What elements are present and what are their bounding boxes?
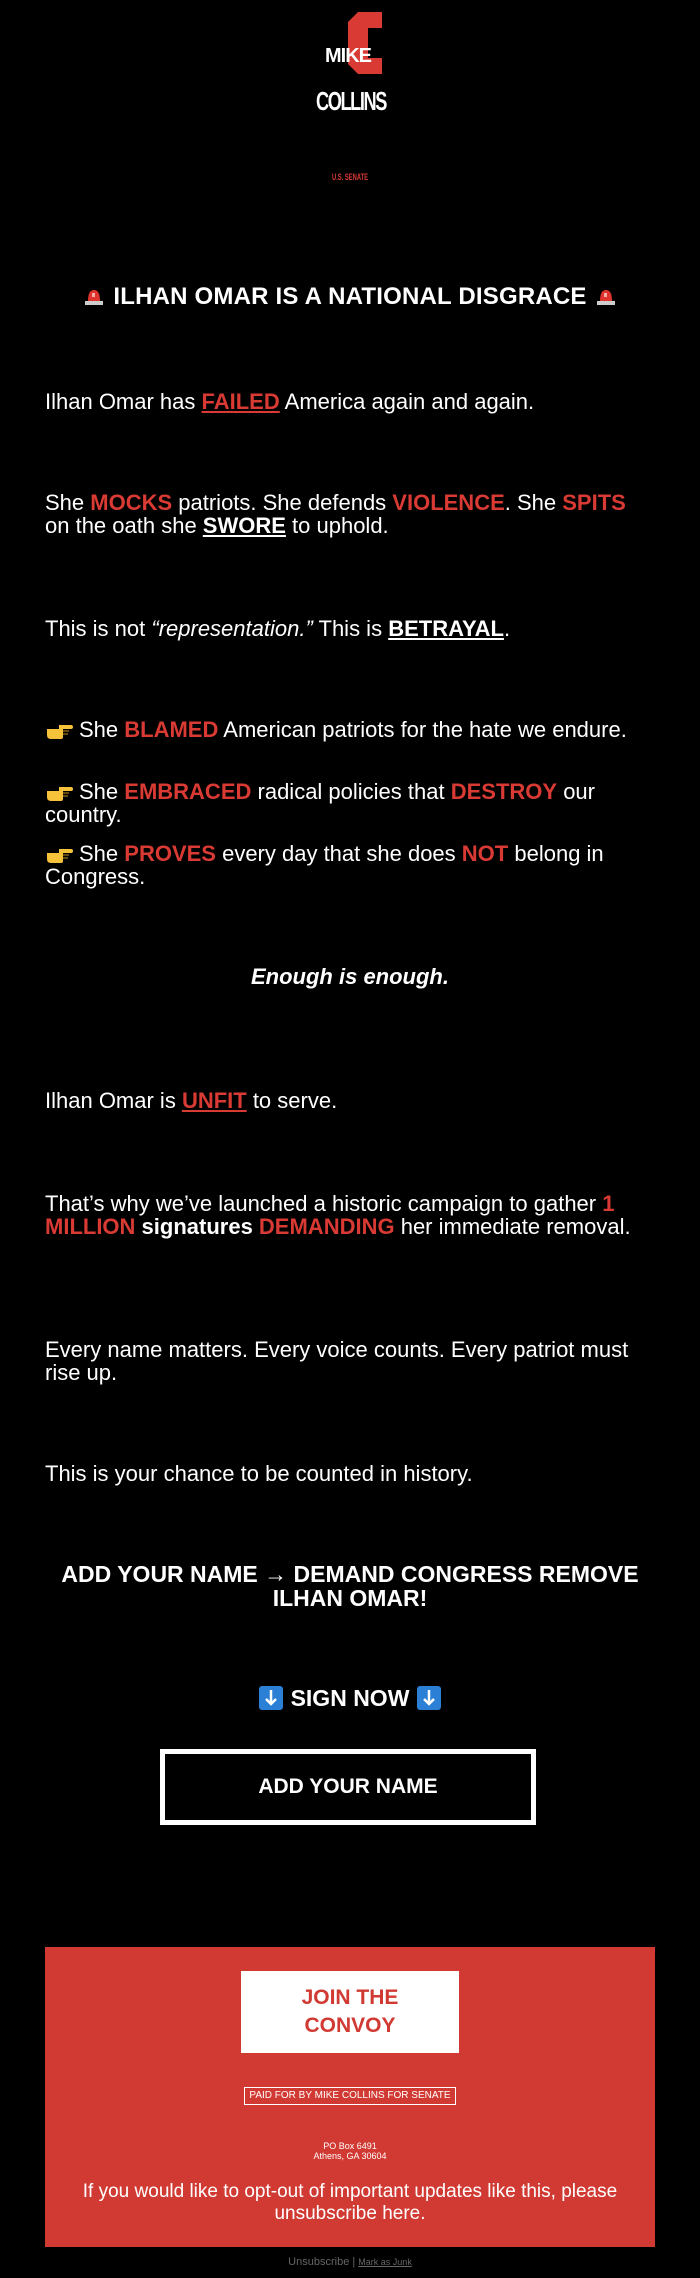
paragraph-campaign: That’s why we’ve launched a historic campaign to gather 1 MILLION signatures DEMANDING her immediate removal. xyxy=(45,1191,631,1239)
quote-representation: “representation.” xyxy=(151,616,313,641)
unsubscribe-link[interactable]: Unsubscribe xyxy=(288,2256,350,2268)
pointing-hand-icon xyxy=(45,720,73,738)
address-line2: Athens, GA 30604 xyxy=(313,2151,387,2161)
down-arrow-icon xyxy=(417,1686,441,1710)
paragraph-unfit: Ilhan Omar is UNFIT to serve. xyxy=(45,1088,338,1113)
footer-panel xyxy=(45,1947,655,2247)
emphasis-proves: PROVES xyxy=(124,841,216,866)
emphasis-swore: SWORE xyxy=(202,513,286,538)
down-arrow-icon xyxy=(259,1686,283,1710)
siren-icon xyxy=(595,284,617,302)
emphasis-betrayal: BETRAYAL xyxy=(388,616,504,641)
paragraph-mocks: She MOCKS patriots. She defends VIOLENCE. She SPITS on the oath she SWORE to uphold. xyxy=(45,490,626,538)
emphasis-violence: VIOLENCE xyxy=(392,490,505,515)
paragraph-betrayal: This is not “representation.” This is BETRAYAL. xyxy=(45,616,511,641)
link-separator: | xyxy=(352,2256,356,2268)
emphasis-blamed: BLAMED xyxy=(124,717,219,742)
campaign-logo xyxy=(310,10,390,190)
siren-icon xyxy=(83,284,105,302)
sign-now-label: SIGN NOW xyxy=(0,1685,700,1712)
pointing-hand-icon xyxy=(45,844,73,862)
paragraph-failed: Ilhan Omar has FAILED America again and again. xyxy=(45,389,535,414)
emphasis-mocks: MOCKS xyxy=(90,490,173,515)
address-line1: PO Box 6491 xyxy=(323,2141,377,2151)
join-line2: CONVOY xyxy=(304,2014,396,2037)
list-item: She PROVES every day that she does NOT belong in Congress. xyxy=(45,841,604,889)
logo-subtitle: U.S. SENATE xyxy=(332,172,368,182)
paragraph-every-name: Every name matters. Every voice counts. Every patriot must rise up. xyxy=(45,1337,629,1385)
add-your-name-label: ADD YOUR NAME xyxy=(258,1775,438,1798)
emphasis-demanding: DEMANDING xyxy=(258,1214,395,1239)
paragraph-history: This is your chance to be counted in history. xyxy=(45,1461,473,1486)
join-the-convoy-button[interactable] xyxy=(241,1971,459,2053)
enough-statement: Enough is enough. xyxy=(251,964,449,989)
logo-line2: COLLINS xyxy=(316,86,388,116)
optout-link[interactable]: If you would like to opt-out of important updates like this, please unsubscribe here. xyxy=(82,2181,618,2224)
logo-line1: MIKE xyxy=(325,45,371,67)
pointing-hand-icon xyxy=(45,782,73,800)
paid-for-disclaimer: PAID FOR BY MIKE COLLINS FOR SENATE xyxy=(244,2087,456,2105)
emphasis-unfit: UNFIT xyxy=(181,1088,247,1113)
bottom-links xyxy=(0,2256,700,2268)
emphasis-spits: SPITS xyxy=(562,490,626,515)
add-your-name-button[interactable] xyxy=(160,1749,536,1825)
cta-heading: ADD YOUR NAME → DEMAND CONGRESS REMOVE ILHAN OMAR! xyxy=(61,1561,639,1611)
headline-text: ILHAN OMAR IS A NATIONAL DISGRACE xyxy=(113,283,587,310)
emphasis-not: NOT xyxy=(461,841,509,866)
join-line1: JOIN THE xyxy=(301,1986,399,2009)
list-item: She EMBRACED radical policies that DESTROY our country. xyxy=(45,779,595,827)
emphasis-failed: FAILED xyxy=(201,389,280,414)
emphasis-destroy: DESTROY xyxy=(450,779,558,804)
headline xyxy=(0,283,700,311)
emphasis-1-million: 1 MILLION xyxy=(45,1191,615,1239)
emphasis-embraced: EMBRACED xyxy=(124,779,252,804)
list-item: She BLAMED American patriots for the hate we endure. xyxy=(45,718,655,741)
mark-as-junk-link[interactable]: Mark as Junk xyxy=(358,2257,412,2267)
